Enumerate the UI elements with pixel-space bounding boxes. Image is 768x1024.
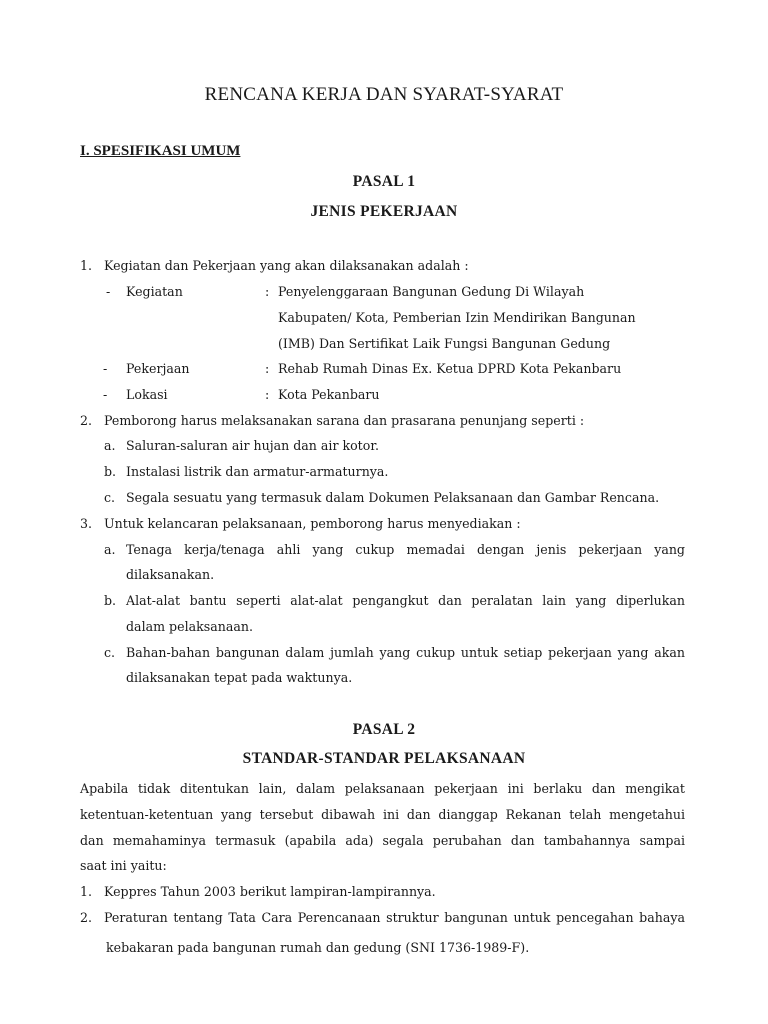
paragraph-line: Apabila tidak ditentukan lain, dalam pelaksanaan pekerjaan ini berlaku dan mengikat [80, 781, 685, 796]
detail-value: Rehab Rumah Dinas Ex. Ketua DPRD Kota Pekanbaru [278, 361, 622, 376]
list-item-text: Untuk kelancaran pelaksanaan, pemborong harus menyediakan : [104, 516, 521, 531]
detail-value-line: (IMB) Dan Sertifikat Laik Fungsi Bangunan Gedung [278, 336, 611, 351]
detail-value-line: Kabupaten/ Kota, Pemberian Izin Mendirikan Bangunan [278, 310, 636, 325]
detail-colon: : [265, 361, 270, 376]
detail-colon: : [265, 284, 270, 299]
sub-letter: a. [104, 542, 116, 557]
sub-letter: c. [104, 490, 116, 505]
detail-dash: - [103, 361, 108, 376]
list-number: 2. [80, 910, 93, 925]
detail-colon: : [265, 387, 270, 402]
sub-item-text: Instalasi listrik dan armatur-armaturnya. [126, 464, 389, 479]
sub-item-text: Segala sesuatu yang termasuk dalam Dokumen Pelaksanaan dan Gambar Rencana. [126, 490, 660, 505]
sub-letter: b. [104, 593, 117, 608]
pasal-1-number: PASAL 1 [352, 173, 416, 190]
sub-item-text: Tenaga kerja/tenaga ahli yang cukup memadai dengan jenis pekerjaan yang [126, 542, 685, 557]
detail-label-pekerjaan: Pekerjaan [126, 361, 190, 376]
sub-item-text: Saluran-saluran air hujan dan air kotor. [126, 438, 379, 453]
sub-item-text: dilaksanakan tepat pada waktunya. [126, 670, 353, 685]
section-heading: I. SPESIFIKASI UMUM [80, 143, 241, 159]
list-item-text: Keppres Tahun 2003 berikut lampiran-lampirannya. [104, 884, 436, 899]
sub-item-text: dalam pelaksanaan. [126, 619, 253, 634]
paragraph-line: dan memahaminya termasuk (apabila ada) segala perubahan dan tambahannya sampai [80, 833, 685, 848]
sub-item-text: dilaksanakan. [126, 567, 215, 582]
paragraph-line: saat ini yaitu: [80, 858, 167, 873]
list-number: 1. [80, 884, 93, 899]
pasal-2-heading: STANDAR-STANDAR PELAKSANAAN [242, 750, 526, 767]
detail-dash: - [103, 387, 108, 402]
list-number: 1. [80, 258, 93, 273]
detail-value-line: Penyelenggaraan Bangunan Gedung Di Wilayah [278, 284, 585, 299]
list-item-text: Pemborong harus melaksanakan sarana dan prasarana penunjang seperti : [104, 413, 585, 428]
detail-dash: - [106, 284, 111, 299]
pasal-1-heading: JENIS PEKERJAAN [310, 203, 458, 220]
sub-item-text: Alat-alat bantu seperti alat-alat pengangkut dan peralatan lain yang diperlukan [126, 593, 685, 608]
detail-value: Kota Pekanbaru [278, 387, 380, 402]
sub-letter: c. [104, 645, 116, 660]
paragraph-line: ketentuan-ketentuan yang tersebut dibawah ini dan dianggap Rekanan telah mengetahui [80, 807, 685, 822]
list-item-text: Kegiatan dan Pekerjaan yang akan dilaksanakan adalah : [104, 258, 469, 273]
list-item-text: kebakaran pada bangunan rumah dan gedung (SNI 1736-1989-F). [106, 940, 530, 955]
document-title: RENCANA KERJA DAN SYARAT-SYARAT [204, 84, 564, 105]
pasal-2-number: PASAL 2 [352, 721, 416, 738]
sub-item-text: Bahan-bahan bangunan dalam jumlah yang cukup untuk setiap pekerjaan yang akan [126, 645, 685, 660]
sub-letter: a. [104, 438, 116, 453]
list-number: 2. [80, 413, 93, 428]
list-number: 3. [80, 516, 93, 531]
sub-letter: b. [104, 464, 117, 479]
detail-label-lokasi: Lokasi [126, 387, 168, 402]
detail-label-kegiatan: Kegiatan [126, 284, 183, 299]
list-item-text: Peraturan tentang Tata Cara Perencanaan struktur bangunan untuk pencegahan bahaya [104, 910, 685, 925]
